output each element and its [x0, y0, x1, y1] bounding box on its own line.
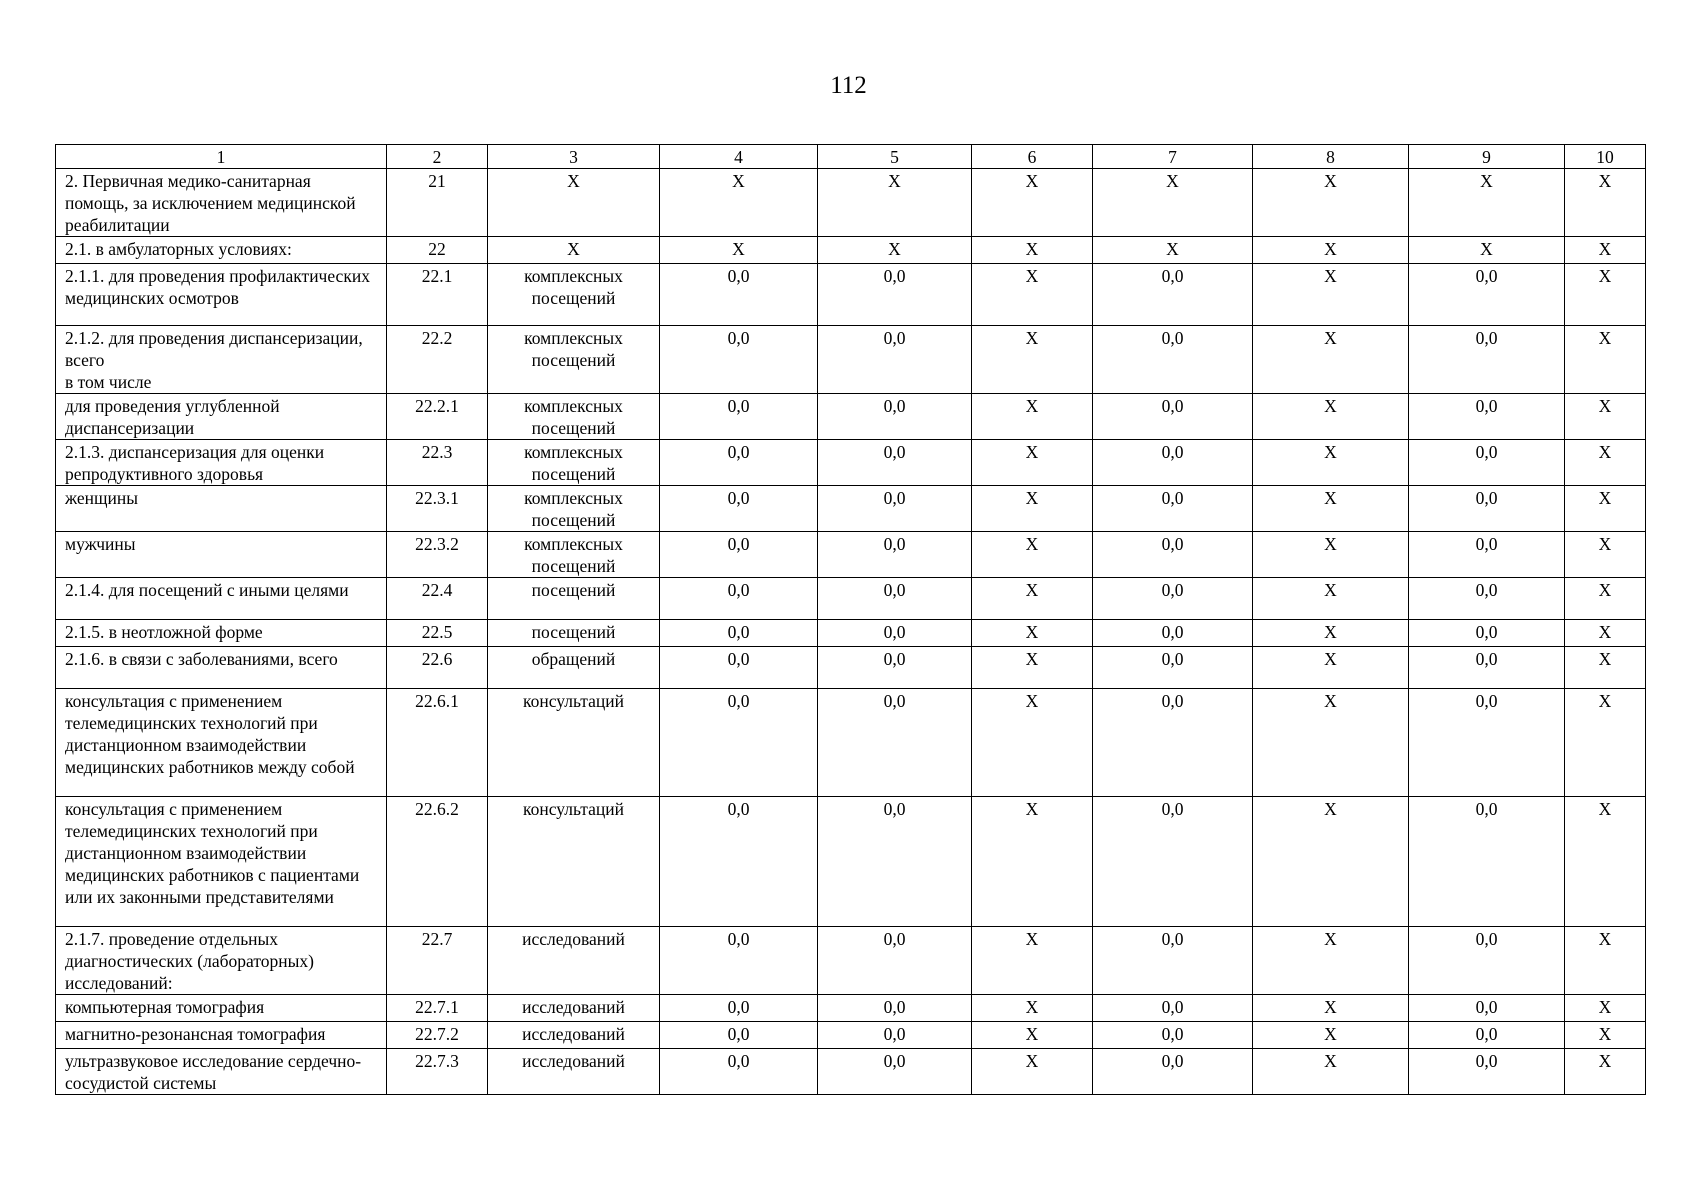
- value-cell: X: [1565, 264, 1646, 326]
- row-name-cell: компьютерная томография: [56, 995, 387, 1022]
- unit-cell: посещений: [488, 620, 660, 647]
- value-cell: X: [1253, 486, 1409, 532]
- value-cell: X: [972, 647, 1093, 689]
- row-code-cell: 21: [387, 169, 488, 237]
- value-cell: 0,0: [1093, 927, 1253, 995]
- column-header: 9: [1409, 145, 1565, 169]
- value-cell: 0,0: [660, 326, 818, 394]
- value-cell: X: [1565, 647, 1646, 689]
- value-cell: 0,0: [818, 1022, 972, 1049]
- value-cell: 0,0: [818, 1049, 972, 1095]
- table-row: [56, 578, 1646, 620]
- row-code-cell: 22.5: [387, 620, 488, 647]
- unit-cell: X: [488, 169, 660, 237]
- value-cell: 0,0: [818, 326, 972, 394]
- row-code-cell: 22.7.3: [387, 1049, 488, 1095]
- value-cell: 0,0: [1409, 647, 1565, 689]
- column-header: 8: [1253, 145, 1409, 169]
- value-cell: X: [1565, 486, 1646, 532]
- value-cell: X: [972, 1022, 1093, 1049]
- value-cell: 0,0: [1093, 797, 1253, 927]
- row-name-cell: 2.1. в амбулаторных условиях:: [56, 237, 387, 264]
- row-code-cell: 22.3.2: [387, 532, 488, 578]
- value-cell: 0,0: [1093, 486, 1253, 532]
- value-cell: 0,0: [1093, 264, 1253, 326]
- row-name-cell: 2.1.4. для посещений с иными целями: [56, 578, 387, 620]
- row-name-cell: ультразвуковое исследование сердечно-сосудистой системы: [56, 1049, 387, 1095]
- value-cell: X: [1253, 440, 1409, 486]
- table-row: [56, 1022, 1646, 1049]
- value-cell: X: [1253, 647, 1409, 689]
- unit-cell: обращений: [488, 647, 660, 689]
- column-header: 7: [1093, 145, 1253, 169]
- value-cell: X: [1253, 995, 1409, 1022]
- value-cell: 0,0: [1409, 620, 1565, 647]
- value-cell: X: [972, 578, 1093, 620]
- value-cell: 0,0: [818, 797, 972, 927]
- table-row: [56, 237, 1646, 264]
- table-row: [56, 326, 1646, 394]
- unit-cell: исследований: [488, 1022, 660, 1049]
- row-name-cell: 2.1.3. диспансеризация для оценки репродуктивного здоровья: [56, 440, 387, 486]
- value-cell: X: [972, 620, 1093, 647]
- value-cell: 0,0: [660, 532, 818, 578]
- value-cell: 0,0: [818, 995, 972, 1022]
- column-header: 6: [972, 145, 1093, 169]
- unit-cell: комплексных посещений: [488, 532, 660, 578]
- value-cell: X: [1565, 689, 1646, 797]
- row-code-cell: 22.2: [387, 326, 488, 394]
- value-cell: X: [1253, 927, 1409, 995]
- value-cell: X: [1565, 532, 1646, 578]
- column-header: 3: [488, 145, 660, 169]
- value-cell: X: [1253, 169, 1409, 237]
- value-cell: 0,0: [1093, 620, 1253, 647]
- value-cell: X: [818, 237, 972, 264]
- value-cell: 0,0: [1409, 532, 1565, 578]
- value-cell: X: [1565, 995, 1646, 1022]
- column-header: 5: [818, 145, 972, 169]
- table-row: [56, 797, 1646, 927]
- row-name-cell: мужчины: [56, 532, 387, 578]
- value-cell: X: [1253, 264, 1409, 326]
- value-cell: 0,0: [660, 689, 818, 797]
- value-cell: 0,0: [1409, 326, 1565, 394]
- value-cell: X: [1253, 237, 1409, 264]
- value-cell: 0,0: [818, 440, 972, 486]
- row-name-cell: 2.1.6. в связи с заболеваниями, всего: [56, 647, 387, 689]
- table-row: [56, 264, 1646, 326]
- value-cell: X: [1253, 532, 1409, 578]
- value-cell: 0,0: [1093, 1022, 1253, 1049]
- value-cell: 0,0: [1409, 797, 1565, 927]
- row-code-cell: 22.6: [387, 647, 488, 689]
- row-code-cell: 22.6.2: [387, 797, 488, 927]
- unit-cell: комплексных посещений: [488, 264, 660, 326]
- row-code-cell: 22: [387, 237, 488, 264]
- value-cell: X: [1565, 1049, 1646, 1095]
- value-cell: X: [1093, 237, 1253, 264]
- row-name-cell: 2.1.1. для проведения профилактических медицинских осмотров: [56, 264, 387, 326]
- table-row: [56, 1049, 1646, 1095]
- value-cell: X: [972, 237, 1093, 264]
- value-cell: 0,0: [1409, 995, 1565, 1022]
- value-cell: X: [1253, 797, 1409, 927]
- value-cell: 0,0: [660, 440, 818, 486]
- row-name-cell: 2.1.7. проведение отдельных диагностических (лабораторных) исследований:: [56, 927, 387, 995]
- value-cell: 0,0: [1409, 394, 1565, 440]
- value-cell: 0,0: [660, 486, 818, 532]
- unit-cell: консультаций: [488, 689, 660, 797]
- table-row: [56, 620, 1646, 647]
- value-cell: X: [1253, 1049, 1409, 1095]
- column-header: 2: [387, 145, 488, 169]
- data-table: [55, 144, 1646, 1095]
- value-cell: X: [1253, 394, 1409, 440]
- value-cell: X: [1565, 169, 1646, 237]
- value-cell: 0,0: [660, 394, 818, 440]
- column-header: 10: [1565, 145, 1646, 169]
- value-cell: X: [1253, 326, 1409, 394]
- value-cell: 0,0: [1093, 578, 1253, 620]
- value-cell: 0,0: [1093, 440, 1253, 486]
- value-cell: 0,0: [1093, 394, 1253, 440]
- unit-cell: комплексных посещений: [488, 440, 660, 486]
- row-code-cell: 22.2.1: [387, 394, 488, 440]
- value-cell: X: [972, 532, 1093, 578]
- value-cell: X: [1565, 1022, 1646, 1049]
- value-cell: 0,0: [1409, 440, 1565, 486]
- value-cell: 0,0: [818, 620, 972, 647]
- value-cell: X: [972, 1049, 1093, 1095]
- row-name-cell: женщины: [56, 486, 387, 532]
- value-cell: X: [660, 237, 818, 264]
- table-row: [56, 689, 1646, 797]
- row-name-cell: 2.1.2. для проведения диспансеризации, всего в том числе: [56, 326, 387, 394]
- table-row: [56, 995, 1646, 1022]
- value-cell: 0,0: [818, 689, 972, 797]
- value-cell: 0,0: [1409, 1049, 1565, 1095]
- unit-cell: комплексных посещений: [488, 486, 660, 532]
- value-cell: X: [1253, 578, 1409, 620]
- value-cell: 0,0: [818, 532, 972, 578]
- value-cell: X: [972, 394, 1093, 440]
- value-cell: 0,0: [1409, 1022, 1565, 1049]
- value-cell: X: [1409, 237, 1565, 264]
- value-cell: 0,0: [1093, 647, 1253, 689]
- value-cell: X: [1565, 927, 1646, 995]
- value-cell: 0,0: [818, 647, 972, 689]
- row-name-cell: 2. Первичная медико-санитарная помощь, за исключением медицинской реабилитации: [56, 169, 387, 237]
- value-cell: 0,0: [660, 1049, 818, 1095]
- value-cell: 0,0: [1409, 486, 1565, 532]
- value-cell: X: [972, 486, 1093, 532]
- unit-cell: консультаций: [488, 797, 660, 927]
- table-row: [56, 532, 1646, 578]
- row-name-cell: консультация с применением телемедицинских технологий при дистанционном взаимодействии медицинских работников с пациентами или их законными представителями: [56, 797, 387, 927]
- column-header: 1: [56, 145, 387, 169]
- value-cell: X: [1253, 689, 1409, 797]
- value-cell: X: [1565, 797, 1646, 927]
- value-cell: X: [660, 169, 818, 237]
- row-code-cell: 22.3.1: [387, 486, 488, 532]
- value-cell: X: [972, 927, 1093, 995]
- value-cell: X: [1565, 440, 1646, 486]
- row-name-cell: консультация с применением телемедицинских технологий при дистанционном взаимодействии медицинских работников между собой: [56, 689, 387, 797]
- value-cell: 0,0: [660, 1022, 818, 1049]
- unit-cell: исследований: [488, 1049, 660, 1095]
- row-code-cell: 22.7.1: [387, 995, 488, 1022]
- value-cell: X: [1565, 326, 1646, 394]
- value-cell: 0,0: [1093, 1049, 1253, 1095]
- value-cell: X: [972, 169, 1093, 237]
- table-row: [56, 486, 1646, 532]
- value-cell: 0,0: [1409, 927, 1565, 995]
- row-name-cell: магнитно-резонансная томография: [56, 1022, 387, 1049]
- value-cell: X: [1093, 169, 1253, 237]
- value-cell: X: [1565, 620, 1646, 647]
- value-cell: X: [972, 689, 1093, 797]
- value-cell: X: [972, 326, 1093, 394]
- unit-cell: комплексных посещений: [488, 394, 660, 440]
- value-cell: X: [1565, 394, 1646, 440]
- value-cell: 0,0: [818, 264, 972, 326]
- row-code-cell: 22.7.2: [387, 1022, 488, 1049]
- unit-cell: исследований: [488, 995, 660, 1022]
- unit-cell: исследований: [488, 927, 660, 995]
- column-number-row: [56, 145, 1646, 169]
- value-cell: 0,0: [660, 927, 818, 995]
- row-name-cell: 2.1.5. в неотложной форме: [56, 620, 387, 647]
- row-code-cell: 22.7: [387, 927, 488, 995]
- value-cell: 0,0: [660, 995, 818, 1022]
- value-cell: 0,0: [1409, 578, 1565, 620]
- value-cell: 0,0: [818, 927, 972, 995]
- value-cell: X: [1565, 578, 1646, 620]
- value-cell: 0,0: [660, 620, 818, 647]
- unit-cell: комплексных посещений: [488, 326, 660, 394]
- value-cell: X: [1409, 169, 1565, 237]
- value-cell: 0,0: [1409, 689, 1565, 797]
- value-cell: 0,0: [1093, 995, 1253, 1022]
- row-code-cell: 22.6.1: [387, 689, 488, 797]
- table-row: [56, 440, 1646, 486]
- value-cell: X: [1565, 237, 1646, 264]
- value-cell: X: [1253, 1022, 1409, 1049]
- value-cell: X: [1253, 620, 1409, 647]
- value-cell: 0,0: [660, 647, 818, 689]
- value-cell: 0,0: [818, 578, 972, 620]
- row-code-cell: 22.3: [387, 440, 488, 486]
- value-cell: 0,0: [660, 264, 818, 326]
- value-cell: 0,0: [1093, 532, 1253, 578]
- table-row: [56, 647, 1646, 689]
- row-name-cell: для проведения углубленной диспансеризации: [56, 394, 387, 440]
- row-code-cell: 22.4: [387, 578, 488, 620]
- column-header: 4: [660, 145, 818, 169]
- value-cell: X: [972, 264, 1093, 326]
- table-row: [56, 394, 1646, 440]
- value-cell: X: [972, 440, 1093, 486]
- value-cell: X: [972, 995, 1093, 1022]
- unit-cell: X: [488, 237, 660, 264]
- table-row: [56, 169, 1646, 237]
- value-cell: 0,0: [660, 578, 818, 620]
- value-cell: 0,0: [1409, 264, 1565, 326]
- value-cell: 0,0: [1093, 326, 1253, 394]
- unit-cell: посещений: [488, 578, 660, 620]
- row-code-cell: 22.1: [387, 264, 488, 326]
- value-cell: 0,0: [660, 797, 818, 927]
- value-cell: 0,0: [818, 394, 972, 440]
- value-cell: X: [818, 169, 972, 237]
- value-cell: 0,0: [1093, 689, 1253, 797]
- value-cell: X: [972, 797, 1093, 927]
- value-cell: 0,0: [818, 486, 972, 532]
- table-row: [56, 927, 1646, 995]
- page-number: 112: [830, 72, 867, 99]
